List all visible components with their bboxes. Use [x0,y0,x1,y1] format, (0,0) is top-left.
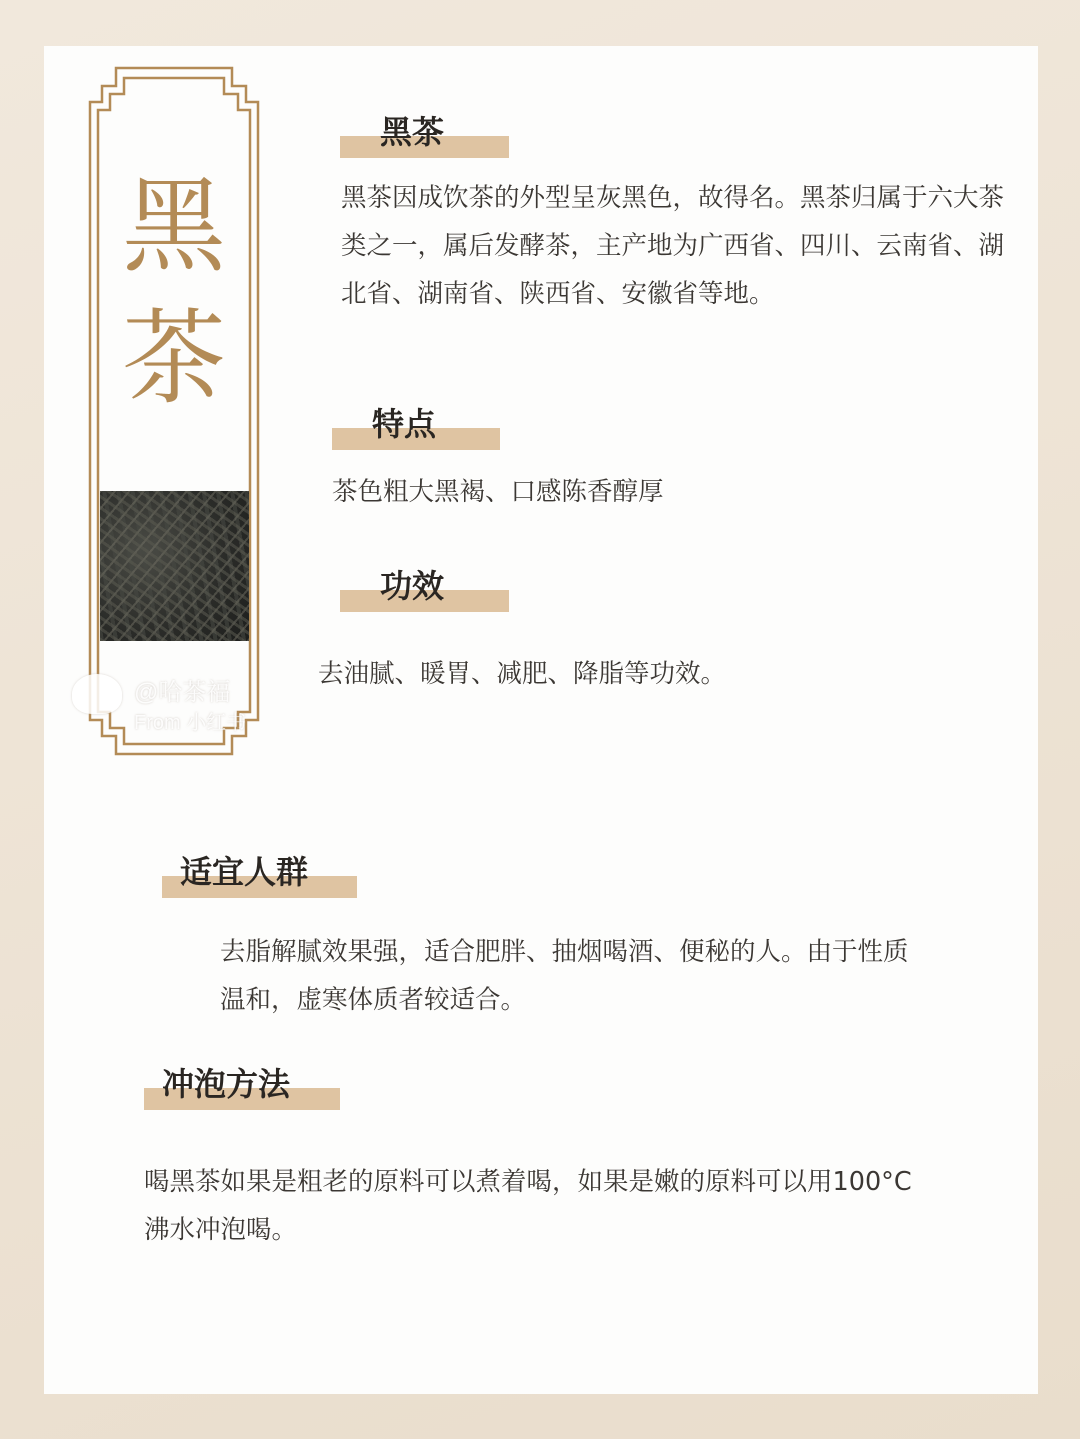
vertical-title [118,160,230,424]
audience-paragraph: 去脂解腻效果强，适合肥胖、抽烟喝酒、便秘的人。由于性质温和，虚寒体质者较适合。 [220,937,909,1015]
effects-paragraph: 去油腻、暖胃、减肥、降脂等功效。 [318,659,727,689]
tea-leaves-photo [100,491,249,641]
title-char-cha: 茶 [121,297,226,419]
heading-effects-label: 功效 [380,567,445,605]
intro-paragraph: 黑茶因成饮茶的外型呈灰黑色，故得名。黑茶归属于六大茶类之一，属后发酵茶，主产地为广西省、四川、云南省、湖北省、湖南省、陕西省、安徽省等地。 [341,183,1005,309]
heading-intro [340,113,509,158]
heading-audience [162,853,357,898]
brand-logo-icon [72,674,122,714]
heading-features-label: 特点 [372,405,437,443]
title-char-hei: 黑 [121,165,226,287]
heading-intro-label: 黑茶 [380,113,445,151]
heading-audience-label: 适宜人群 [180,853,309,891]
features-paragraph: 茶色粗大黑褐、口感陈香醇厚 [332,477,664,507]
watermark-handle: @哈茶福 [134,679,231,706]
watermark [72,672,272,732]
brewing-paragraph: 喝黑茶如果是粗老的原料可以煮着喝，如果是嫩的原料可以用100°C沸水冲泡喝。 [144,1167,912,1245]
watermark-source: From 小红书 [134,712,247,734]
heading-brewing-label: 冲泡方法 [162,1065,291,1103]
heading-brewing [144,1065,340,1110]
heading-features [332,405,500,450]
heading-effects [340,567,509,612]
